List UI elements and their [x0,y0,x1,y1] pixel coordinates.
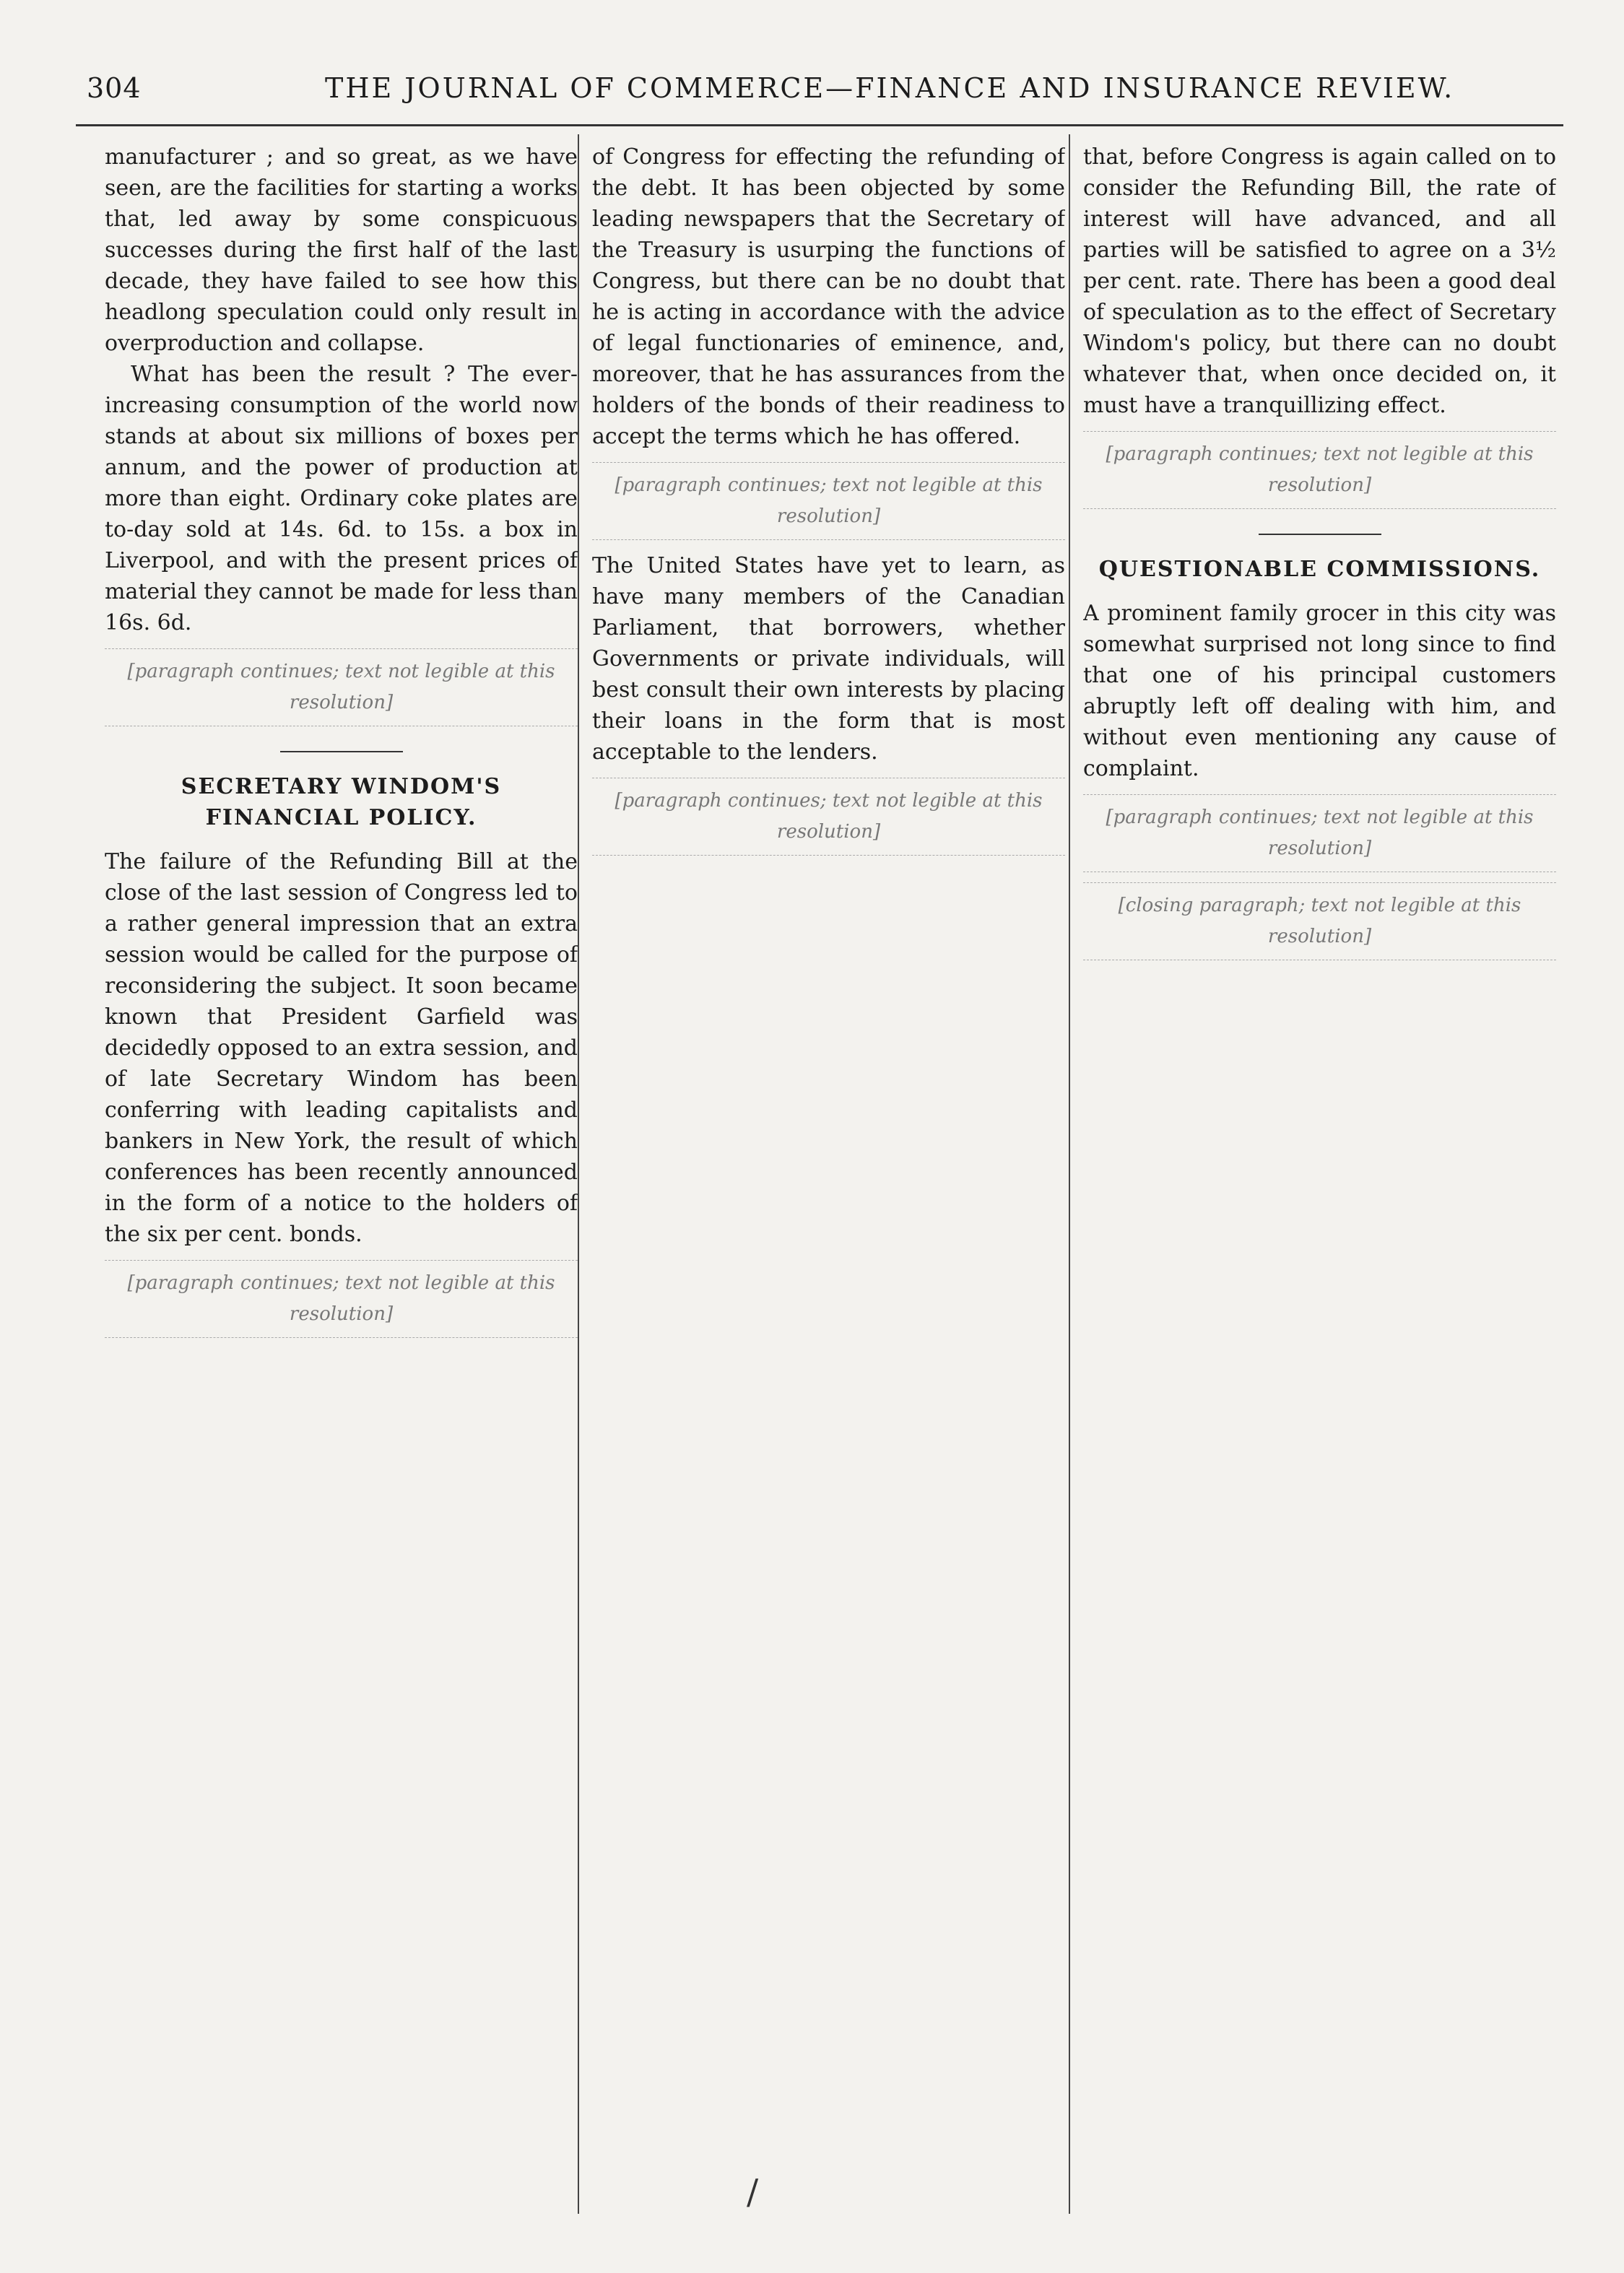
unread-text-placeholder: [paragraph continues; text not legible at this resolution] [592,778,1065,856]
text-column-3 [1083,142,1556,2207]
article-paragraph: that, before Congress is again called on to consider the Refunding Bill, the rate of interest will have advanced, and all parties will be satisfied to agree on a 3½ per cent. rate. There has been a good deal of speculation as to the effect of Secretary Windom's policy, but there can no doubt whatever that, when once decided on, it must have a tranquillizing effect. [1083,144,1556,418]
unread-text-placeholder: [paragraph continues; text not legible at this resolution] [592,462,1065,540]
text-column-2 [592,142,1065,2207]
unread-text-placeholder: [paragraph continues; text not legible at this resolution] [105,1260,578,1338]
header-rule [76,124,1563,126]
pencil-tick-mark: / [747,2172,759,2212]
unread-text-placeholder: [paragraph continues; text not legible at this resolution] [105,648,578,726]
page-number: 304 [87,72,142,104]
article-paragraph: The United States have yet to learn, as have many members of the Canadian Parliament, that borrowers, whether Governments or private individuals, will best consult their own interests by placing their loans in the form that is most acceptable to the lenders. [592,553,1065,765]
running-head [87,72,1553,116]
article-paragraph: What has been the result ? The ever-increasing consumption of the world now stands at about six millions of boxes per annum, and the power of production at more than eight. Ordinary coke plates are to-day sold at 14s. 6d. to 15s. a box in Liverpool, and with the present prices of material they cannot be made for less than 16s. 6d. [105,362,578,635]
article-paragraph: A prominent family grocer in this city was somewhat surprised not long since to find that one of his principal customers abruptly left off dealing with him, and without even mentioning any cause of complaint. [1083,601,1556,781]
unread-text-placeholder: [closing paragraph; text not legible at this resolution] [1083,882,1556,960]
text-column-1 [105,142,578,2207]
section-rule [1259,534,1381,535]
section-heading: SECRETARY WINDOM'S FINANCIAL POLICY. [181,774,502,830]
column-divider [1069,134,1070,2214]
section-heading: QUESTIONABLE COMMISSIONS. [1098,557,1541,582]
article-paragraph: The failure of the Refunding Bill at the close of the last session of Congress led to a rather general impression that an extra session would be called for the purpose of reconsidering the subject. It soon became known that President Garfield was decidedly opposed to an extra session, and of late Secretary Windom has been conferring with leading capitalists and bankers in New York, the result of which conferences has been recently announced in the form of a notice to the holders of the six per cent. bonds. [105,849,578,1247]
column-divider [578,134,579,2214]
unread-text-placeholder: [paragraph continues; text not legible at this resolution] [1083,794,1556,872]
journal-title: THE JOURNAL OF COMMERCE—FINANCE AND INSURANCE REVIEW. [325,72,1455,104]
article-paragraph: of Congress for effecting the refunding of the debt. It has been objected by some leading newspapers that the Secretary of the Treasury is usurping the functions of Congress, but there can be no doubt that he is acting in accordance with the advice of legal functionaries of eminence, and, moreover, that he has assurances from the holders of the bonds of their readiness to accept the terms which he has offered. [592,144,1065,449]
unread-text-placeholder: [paragraph continues; text not legible at this resolution] [1083,431,1556,509]
section-rule [280,751,403,752]
article-paragraph: manufacturer ; and so great, as we have seen, are the facilities for starting a works that, led away by some conspicuous successes during the first half of the last decade, they have failed to see how this headlong speculation could only result in overproduction and collapse. [105,144,578,356]
